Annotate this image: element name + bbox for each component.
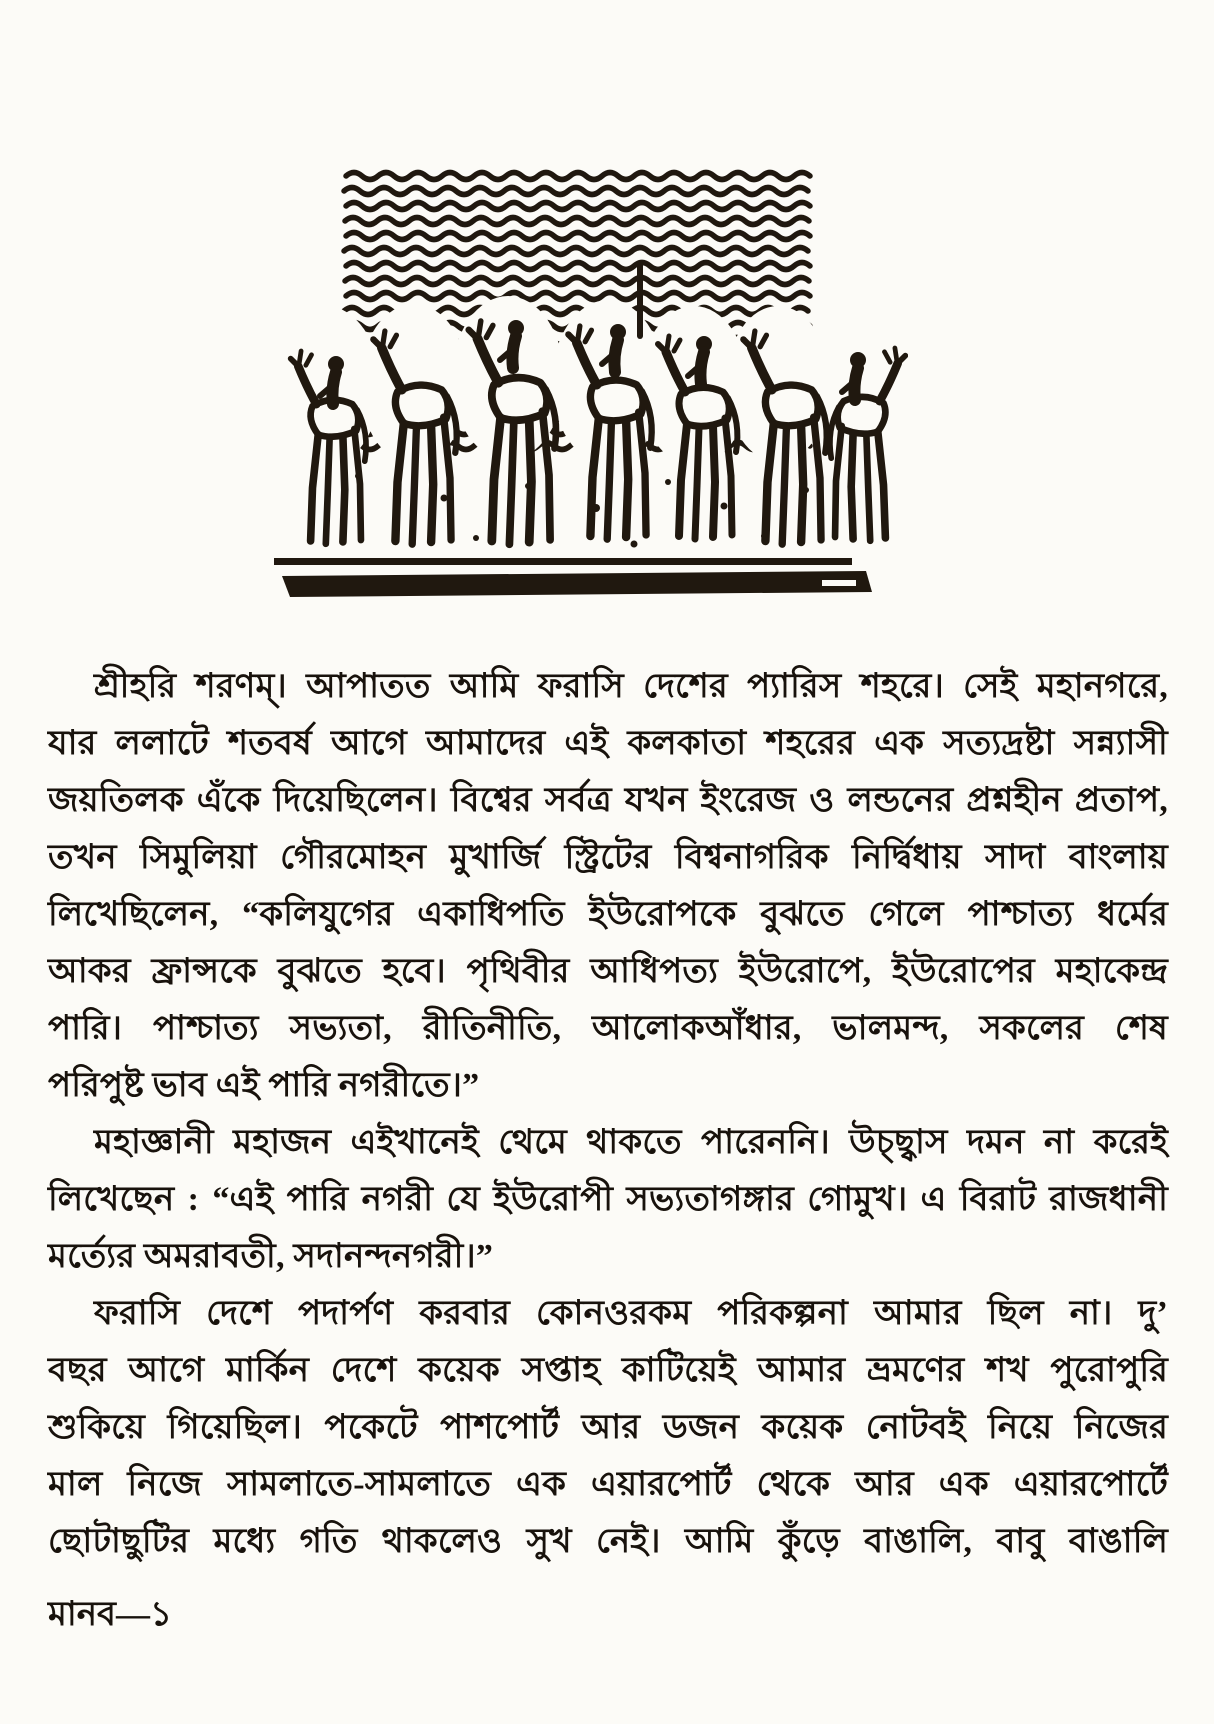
text-line: যার ললাটে শতবর্ষ আগে আমাদের এই কলকাতা শহরের এক সত্যদ্রষ্টা সন্ন্যাসী — [48, 725, 1168, 762]
text-line: মর্ত্যের অমরাবতী, সদানন্দনগরী।” — [48, 1238, 494, 1275]
text-line: তখন সিমুলিয়া গৌরমোহন মুখার্জি স্ট্রিটের বিশ্বনাগরিক নির্দ্বিধায় সাদা বাংলায় — [48, 839, 1168, 876]
text-line: শুকিয়ে গিয়েছিল। পকেটে পাশপোর্ট আর ডজন কয়েক নোটবই নিয়ে নিজের — [48, 1409, 1168, 1446]
text-line: ছোটাছুটির মধ্যে গতি থাকলেও সুখ নেই। আমি কুঁড়ে বাঙালি, বাবু বাঙালি — [48, 1523, 1168, 1560]
text-line: আকর ফ্রান্সকে বুঝতে হবে। পৃথিবীর আধিপত্য ইউরোপে, ইউরোপের মহাকেন্দ্র — [48, 953, 1168, 990]
text-line: জয়তিলক এঁকে দিয়েছিলেন। বিশ্বের সর্বত্র যখন ইংরেজ ও লন্ডনের প্রশ্নহীন প্রতাপ, — [48, 782, 1168, 819]
text-line: ফরাসি দেশে পদার্পণ করবার কোনওরকম পরিকল্পনা আমার ছিল না। দু’ — [94, 1295, 1168, 1332]
text-line: পরিপুষ্ট ভাব এই পারি নগরীতে।” — [48, 1067, 480, 1104]
horsemen-woodcut-svg — [266, 146, 908, 614]
text-line: লিখেছেন : “এই পারি নগরী যে ইউরোপী সভ্যতাগঙ্গার গোমুখ। এ বিরাট রাজধানী — [48, 1181, 1168, 1218]
text-line: লিখেছিলেন, “কলিযুগের একাধিপতি ইউরোপকে বুঝতে গেলে পাশ্চাত্য ধর্মের — [48, 896, 1168, 933]
text-line: মাল নিজে সামলাতে-সামলাতে এক এয়ারপোর্ট থেকে আর এক এয়ারপোর্টে — [48, 1466, 1168, 1503]
footer-signature: মানব—১ — [48, 1596, 173, 1633]
body-text — [48, 658, 1168, 1570]
text-line: মহাজ্ঞানী মহাজন এইখানেই থেমে থাকতে পারেননি। উচ্ছ্বাস দমন না করেই — [94, 1124, 1168, 1161]
text-line: পারি। পাশ্চাত্য সভ্যতা, রীতিনীতি, আলোকআঁধার, ভালমন্দ, সকলের শেষ — [48, 1010, 1168, 1047]
text-line: শ্রীহরি শরণম্‌। আপাতত আমি ফরাসি দেশের প্যারিস শহরে। সেই মহানগরে, — [94, 668, 1168, 705]
horsemen-woodcut-illustration — [266, 146, 908, 614]
text-line: বছর আগে মার্কিন দেশে কয়েক সপ্তাহ কাটিয়েই আমার ভ্রমণের শখ পুরোপুরি — [48, 1352, 1168, 1389]
